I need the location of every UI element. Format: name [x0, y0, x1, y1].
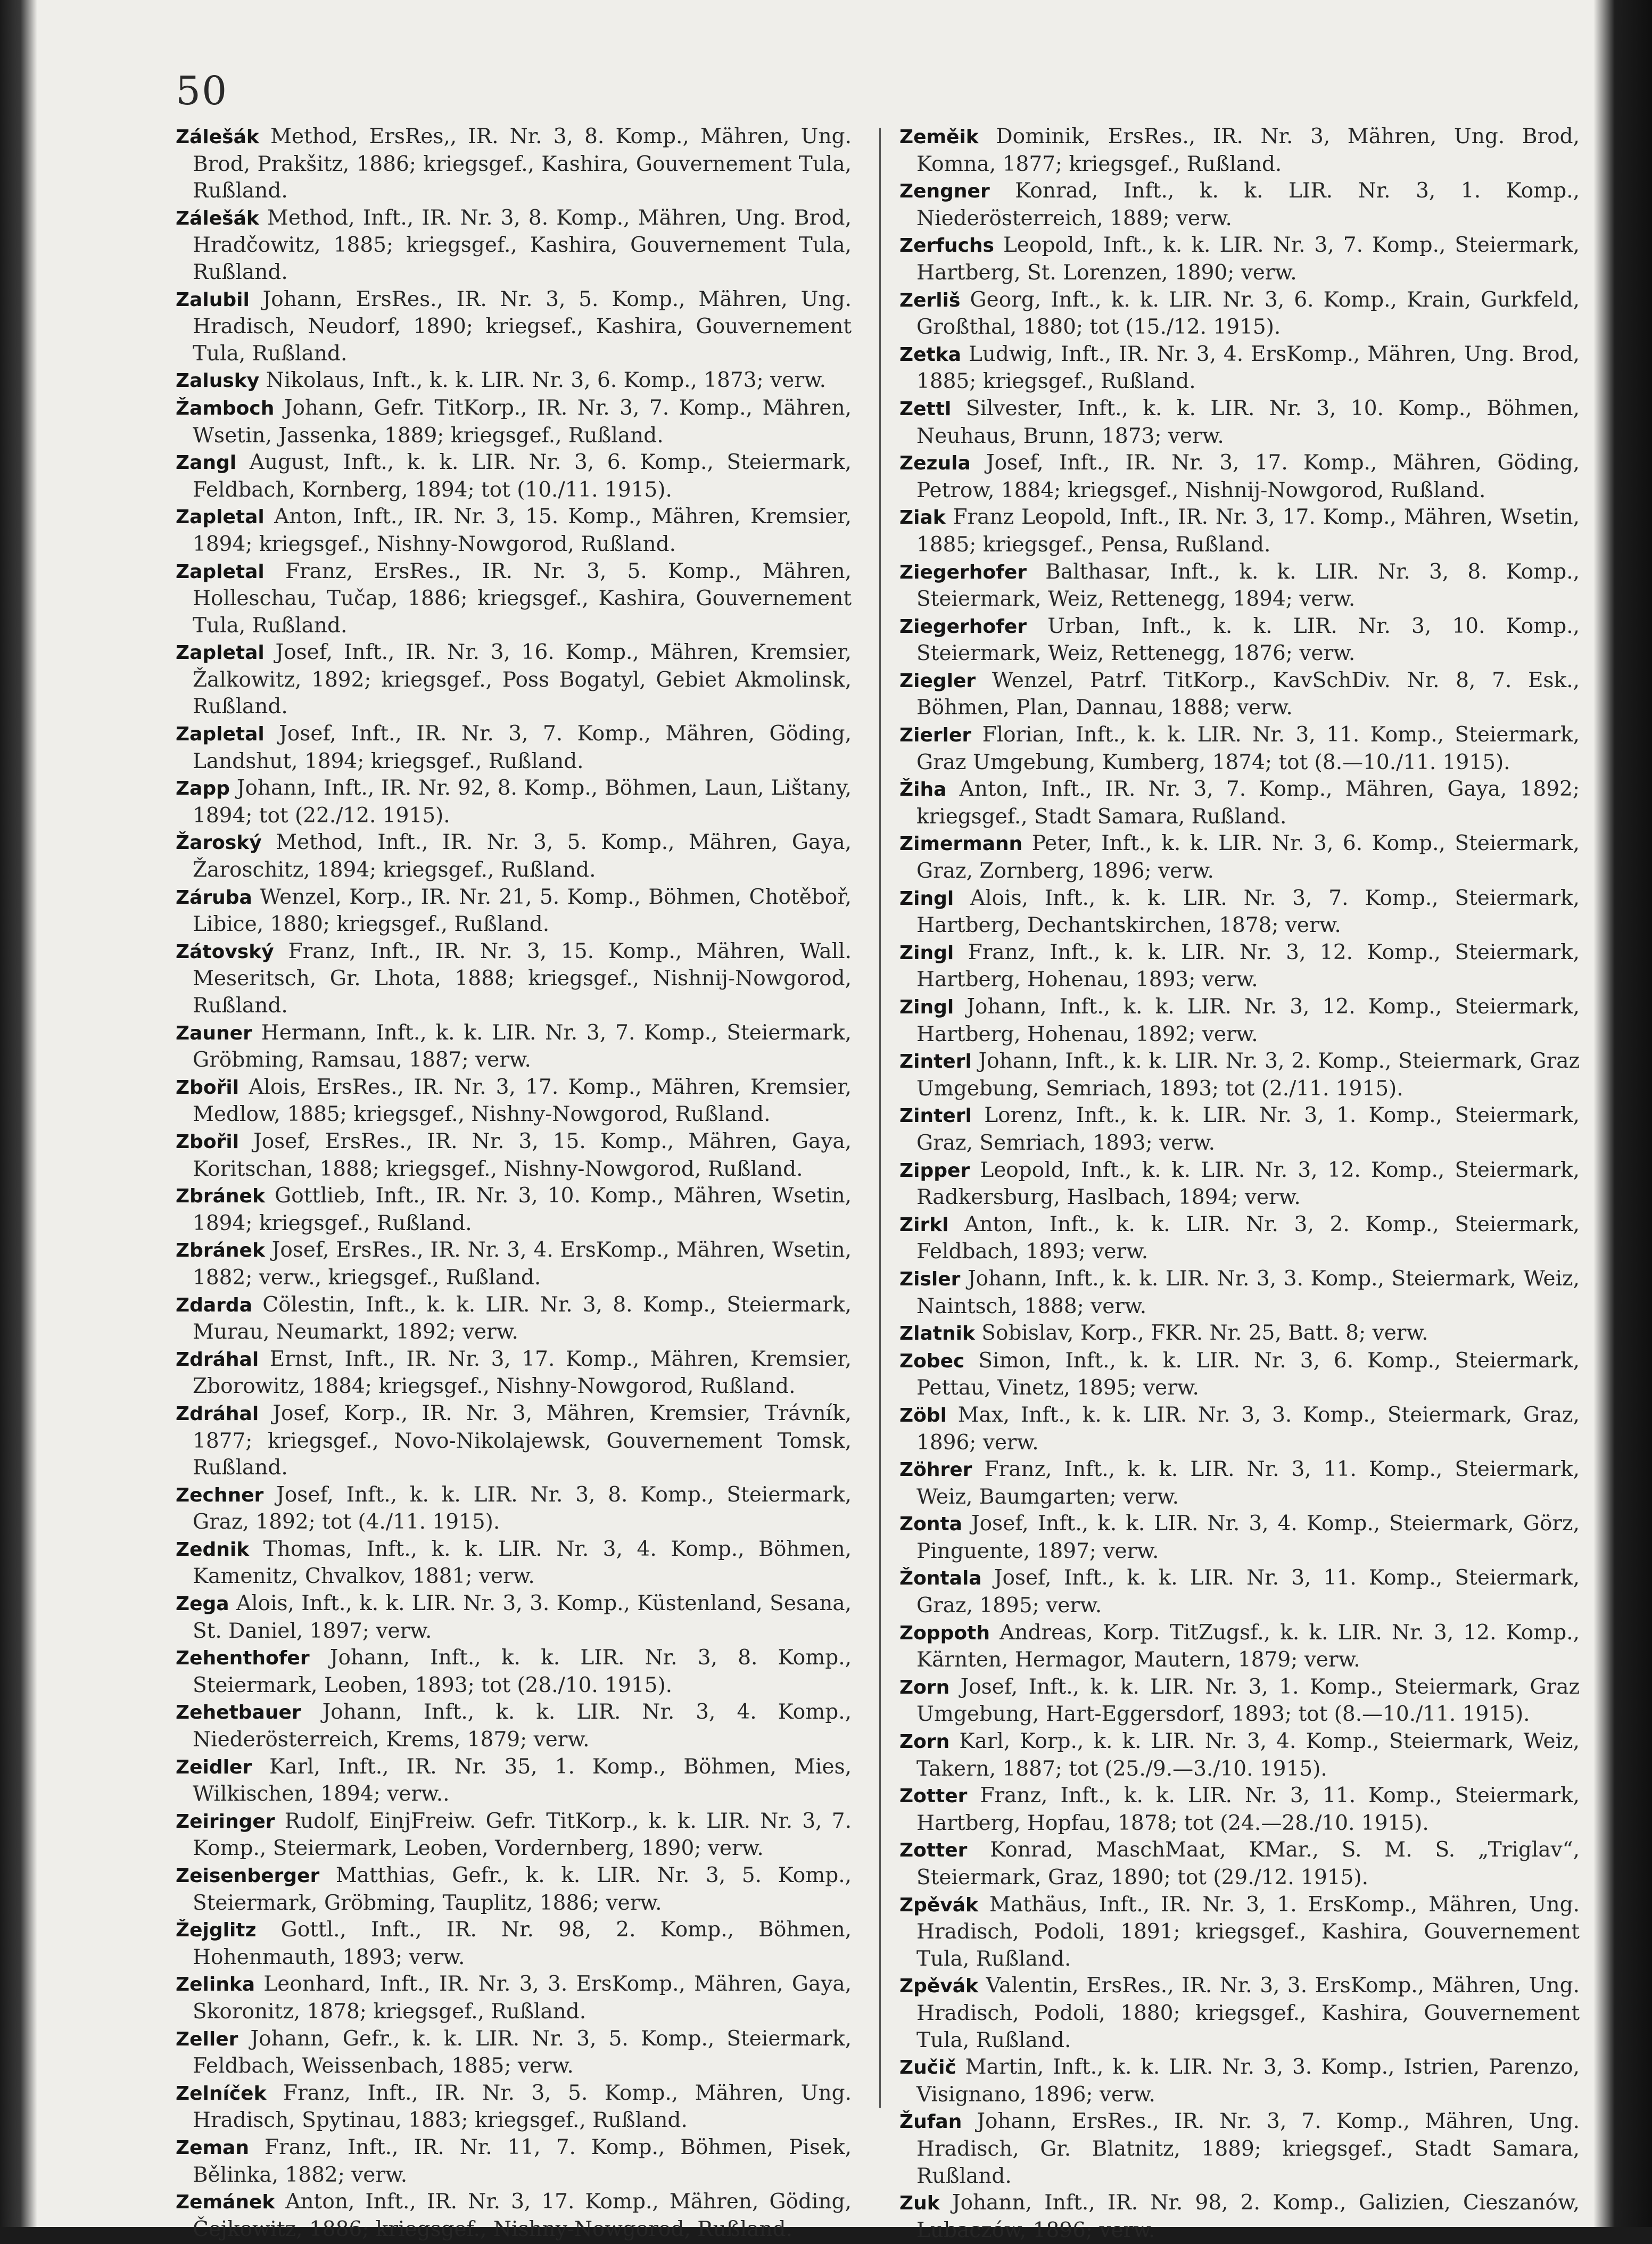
entry-surname: Zapletal [176, 506, 265, 529]
list-entry [176, 1020, 852, 1074]
entry-details: Josef, Korp., IR. Nr. 3, Mähren, Kremsier, Trávník, 1877; kriegsgef., Novo-Nikolajewsk, Gouvernement Tomsk, Rußland. [193, 1401, 852, 1480]
entry-surname: Žiha [899, 779, 947, 801]
entry-details: Anton, Inft., IR. Nr. 3, 17. Komp., Mähren, Göding, Čejkowitz, 1886; kriegsgef., Nishny-Nowgorod, Rußland. [193, 2190, 852, 2241]
entry-details: Georg, Inft., k. k. LIR. Nr. 3, 6. Komp., Krain, Gurkfeld, Großthal, 1880; tot (15./12. 1915). [916, 287, 1580, 340]
list-entry [899, 504, 1580, 558]
list-entry [899, 395, 1580, 450]
entry-details: Karl, Korp., k. k. LIR. Nr. 3, 4. Komp., Steiermark, Weiz, Takern, 1887; tot (25./9.—3./10. 1915). [916, 1729, 1580, 1781]
entry-details: Ludwig, Inft., IR. Nr. 3, 4. ErsKomp., Mähren, Ung. Brod, 1885; kriegsgef., Rußland. [916, 342, 1580, 394]
entry-surname: Zeisenberger [176, 1865, 320, 1887]
list-entry [899, 830, 1580, 885]
entry-details: Leopold, Inft., k. k. LIR. Nr. 3, 7. Komp., Steiermark, Hartberg, St. Lorenzen, 1890; verw. [916, 233, 1580, 285]
entry-surname: Zengner [899, 180, 990, 203]
entry-surname: Zdráhal [176, 1348, 259, 1371]
entry-surname: Žaroský [176, 832, 262, 854]
entry-surname: Žejglitz [176, 1919, 257, 1942]
entry-surname: Zonta [899, 1513, 962, 1536]
entry-surname: Žontala [899, 1568, 982, 1590]
entry-details: Mathäus, Inft., IR. Nr. 3, 1. ErsKomp., Mähren, Ung. Hradisch, Podoli, 1891; kriegsgef., Kashira, Gouvernement Tula, Rußland. [916, 1892, 1580, 1971]
entry-details: Valentin, ErsRes., IR. Nr. 3, 3. ErsKomp., Mähren, Ung. Hradisch, Podoli, 1880; kriegsgef., Kashira, Gouvernement Tula, Rußland. [916, 1974, 1580, 2052]
list-entry [899, 776, 1580, 830]
entry-surname: Zisler [899, 1268, 961, 1290]
entry-details: Johann, Inft., k. k. LIR. Nr. 3, 2. Komp., Steiermark, Graz Umgebung, Semriach, 1893; tot (2./11. 1915). [916, 1049, 1580, 1101]
entry-surname: Zapletal [176, 560, 265, 583]
entry-surname: Zangl [176, 452, 237, 474]
entry-details: Johann, Gefr., k. k. LIR. Nr. 3, 5. Komp., Steiermark, Feldbach, Weissenbach, 1885; verw. [193, 2026, 852, 2078]
list-entry [899, 341, 1580, 395]
entry-surname: Zinterl [899, 1051, 972, 1073]
list-entry [176, 1400, 852, 1482]
list-entry [176, 2134, 852, 2189]
list-entry [176, 1862, 852, 1917]
list-entry [899, 1511, 1580, 1565]
entry-details: Alois, Inft., k. k. LIR. Nr. 3, 3. Komp., Küstenland, Sesana, St. Daniel, 1897; verw. [193, 1591, 852, 1643]
entry-surname: Zerliš [899, 289, 961, 311]
entry-details: Josef, ErsRes., IR. Nr. 3, 15. Komp., Mähren, Gaya, Koritschan, 1888; kriegsgef., Nishny-Nowgorod, Rußland. [193, 1129, 852, 1181]
entry-details: Franz, Inft., IR. Nr. 3, 15. Komp., Mähren, Wall. Meseritsch, Gr. Lhota, 1888; kriegsgef., Nishnij-Nowgorod, Rußland. [193, 939, 852, 1018]
entry-surname: Zotter [899, 1785, 968, 1808]
list-entry [899, 885, 1580, 939]
column-divider [879, 128, 881, 2108]
list-entry [176, 1971, 852, 2025]
list-entry [176, 286, 852, 368]
entry-details: Lorenz, Inft., k. k. LIR. Nr. 3, 1. Komp., Steiermark, Graz, Semriach, 1893; verw. [916, 1103, 1580, 1155]
entry-surname: Zehetbauer [176, 1702, 301, 1724]
entry-surname: Zeiringer [176, 1810, 275, 1833]
entry-surname: Zorn [899, 1676, 950, 1698]
list-entry [176, 1536, 852, 1590]
list-entry [899, 232, 1580, 286]
entry-surname: Zipper [899, 1159, 970, 1182]
entry-details: Matthias, Gefr., k. k. LIR. Nr. 3, 5. Komp., Steiermark, Gröbming, Tauplitz, 1886; verw. [193, 1863, 852, 1915]
entry-details: Franz, Inft., IR. Nr. 3, 5. Komp., Mähren, Ung. Hradisch, Spytinau, 1883; kriegsgef., Rußland. [193, 2081, 852, 2133]
entry-details: Method, Inft., IR. Nr. 3, 5. Komp., Mähren, Gaya, Žaroschitz, 1894; kriegsgef., Rußland. [193, 830, 852, 882]
entry-details: Andreas, Korp. TitZugsf., k. k. LIR. Nr. 3, 12. Komp., Kärnten, Hermagor, Mautern, 1879; verw. [916, 1620, 1580, 1672]
entry-surname: Zeller [176, 2028, 238, 2050]
entry-details: Alois, ErsRes., IR. Nr. 3, 17. Komp., Mähren, Kremsier, Medlow, 1885; kriegsgef., Nishny-Nowgorod, Rußland. [193, 1075, 852, 1127]
list-entry [899, 1211, 1580, 1266]
entry-details: Max, Inft., k. k. LIR. Nr. 3, 3. Komp., Steiermark, Graz, 1896; verw. [916, 1402, 1580, 1455]
list-entry [899, 2190, 1580, 2244]
list-entry [176, 1590, 852, 1645]
entry-surname: Zöbl [899, 1404, 947, 1426]
entry-surname: Zechner [176, 1484, 264, 1506]
entry-surname: Ziak [899, 507, 946, 529]
list-entry [899, 994, 1580, 1048]
entry-details: Johann, ErsRes., IR. Nr. 3, 7. Komp., Mähren, Ung. Hradisch, Gr. Blatnitz, 1889; kriegsgef., Stadt Samara, Rußland. [916, 2109, 1580, 2188]
entry-surname: Zapletal [176, 723, 265, 746]
list-entry [899, 1456, 1580, 1511]
list-entry [176, 1128, 852, 1183]
list-entry [899, 1348, 1580, 1402]
left-column [176, 123, 852, 2241]
list-entry [176, 1754, 852, 1808]
entry-surname: Zapp [176, 778, 230, 800]
entry-surname: Zalubil [176, 288, 250, 311]
entry-surname: Zdráhal [176, 1402, 259, 1425]
entry-surname: Zuk [899, 2192, 940, 2215]
entry-surname: Zobec [899, 1350, 965, 1372]
entry-surname: Žufan [899, 2111, 962, 2133]
entry-details: Johann, Inft., k. k. LIR. Nr. 3, 8. Komp., Steiermark, Leoben, 1893; tot (28./10. 1915). [193, 1646, 852, 1697]
entry-details: Martin, Inft., k. k. LIR. Nr. 3, 3. Komp., Istrien, Parenzo, Visignano, 1896; verw. [916, 2055, 1580, 2107]
entry-surname: Zelinka [176, 1974, 255, 1996]
entry-surname: Zelníček [176, 2082, 267, 2105]
list-entry [176, 1183, 852, 1237]
list-entry [899, 667, 1580, 722]
entry-surname: Zátovský [176, 940, 274, 963]
entry-details: Ernst, Inft., IR. Nr. 3, 17. Komp., Mähren, Kremsier, Zborowitz, 1884; kriegsgef., Nishny-Nowgorod, Rußland. [193, 1347, 852, 1399]
entry-surname: Zpěvák [899, 1975, 978, 1998]
list-entry [899, 123, 1580, 178]
entry-surname: Zučič [899, 2057, 956, 2079]
list-entry [176, 1808, 852, 1862]
entry-surname: Ziegler [899, 670, 976, 692]
entry-surname: Záruba [176, 886, 252, 909]
entry-surname: Zeměik [899, 126, 979, 148]
list-entry [176, 1074, 852, 1128]
list-entry [176, 775, 852, 829]
entry-details: Florian, Inft., k. k. LIR. Nr. 3, 11. Komp., Steiermark, Graz Umgebung, Kumberg, 1874; tot (8.—10./11. 1915). [916, 723, 1580, 774]
list-entry [176, 395, 852, 449]
entry-surname: Zierler [899, 724, 972, 747]
entry-details: Johann, Inft., k. k. LIR. Nr. 3, 12. Komp., Steiermark, Hartberg, Hohenau, 1892; verw. [916, 995, 1580, 1046]
entry-surname: Zeman [176, 2136, 249, 2159]
entry-details: Konrad, MaschMaat, KMar., S. M. S. „Triglav“, Steiermark, Graz, 1890; tot (29./12. 1915). [916, 1838, 1580, 1890]
list-entry [176, 829, 852, 884]
list-entry [899, 939, 1580, 994]
entry-surname: Zálešák [176, 126, 259, 148]
list-entry [899, 1048, 1580, 1102]
list-entry [176, 1237, 852, 1291]
entry-surname: Zorn [899, 1731, 950, 1753]
list-entry [899, 1320, 1580, 1348]
entry-surname: Zingl [899, 942, 954, 964]
entry-details: Alois, Inft., k. k. LIR. Nr. 3, 7. Komp., Steiermark, Hartberg, Dechantskirchen, 1878; verw. [916, 886, 1580, 938]
entry-details: Josef, Inft., k. k. LIR. Nr. 3, 8. Komp., Steiermark, Graz, 1892; tot (4./11. 1915). [193, 1482, 852, 1534]
entry-details: Johann, Inft., k. k. LIR. Nr. 3, 3. Komp., Steiermark, Weiz, Naintsch, 1888; verw. [916, 1266, 1580, 1318]
list-entry [899, 722, 1580, 776]
entry-details: Franz Leopold, Inft., IR. Nr. 3, 17. Komp., Mähren, Wsetin, 1885; kriegsgef., Pensa, Rußland. [916, 505, 1580, 557]
entry-details: Johann, Inft., IR. Nr. 98, 2. Komp., Galizien, Cieszanów, Lubaczów, 1896; verw. [916, 2191, 1580, 2242]
entry-surname: Zalusky [176, 370, 260, 392]
entry-details: Josef, Inft., IR. Nr. 3, 16. Komp., Mähren, Kremsier, Žalkowitz, 1892; kriegsgef., Poss Bogatyl, Gebiet Akmolinsk, Rußland. [193, 640, 852, 719]
entry-details: Franz, Inft., k. k. LIR. Nr. 3, 11. Komp., Steiermark, Weiz, Baumgarten; verw. [916, 1457, 1580, 1509]
list-entry [176, 367, 852, 395]
entry-details: Anton, Inft., IR. Nr. 3, 7. Komp., Mähren, Gaya, 1892; kriegsgef., Stadt Samara, Rußland. [916, 777, 1580, 829]
entry-details: Cölestin, Inft., k. k. LIR. Nr. 3, 8. Komp., Steiermark, Murau, Neumarkt, 1892; verw. [193, 1292, 852, 1344]
list-entry [176, 449, 852, 504]
list-entry [899, 1892, 1580, 1973]
list-entry [176, 1645, 852, 1699]
list-entry [176, 558, 852, 640]
entry-surname: Zimermann [899, 833, 1023, 855]
entry-details: Franz, Inft., IR. Nr. 11, 7. Komp., Böhmen, Pisek, Bělinka, 1882; verw. [193, 2135, 852, 2187]
entry-details: Anton, Inft., k. k. LIR. Nr. 3, 2. Komp., Steiermark, Feldbach, 1893; verw. [916, 1212, 1580, 1264]
list-entry [176, 639, 852, 721]
entry-details: Gottlieb, Inft., IR. Nr. 3, 10. Komp., Mähren, Wsetin, 1894; kriegsgef., Rußland. [193, 1184, 852, 1235]
entry-surname: Zezula [899, 452, 971, 475]
list-entry [176, 938, 852, 1020]
entry-details: Hermann, Inft., k. k. LIR. Nr. 3, 7. Komp., Steiermark, Gröbming, Ramsau, 1887; verw. [193, 1020, 852, 1072]
entry-details: Sobislav, Korp., FKR. Nr. 25, Batt. 8; verw. [981, 1321, 1428, 1346]
entry-surname: Zettl [899, 398, 952, 420]
list-entry [176, 1346, 852, 1400]
entry-details: Thomas, Inft., k. k. LIR. Nr. 3, 4. Komp., Böhmen, Kamenitz, Chvalkov, 1881; verw. [193, 1537, 852, 1589]
entry-surname: Zpěvák [899, 1894, 978, 1916]
right-column [899, 123, 1580, 2242]
list-entry [176, 1917, 852, 1971]
list-entry [176, 504, 852, 558]
entry-details: Silvester, Inft., k. k. LIR. Nr. 3, 10. Komp., Böhmen, Neuhaus, Brunn, 1873; verw. [916, 396, 1580, 448]
list-entry [176, 2080, 852, 2134]
entry-details: Rudolf, EinjFreiw. Gefr. TitKorp., k. k. LIR. Nr. 3, 7. Komp., Steiermark, Leoben, Vordernberg, 1890; verw. [193, 1809, 852, 1861]
list-entry [899, 1674, 1580, 1728]
entry-details: Wenzel, Korp., IR. Nr. 21, 5. Komp., Böhmen, Chotěboř, Libice, 1880; kriegsgef., Rußland. [193, 885, 852, 937]
list-entry [176, 2189, 852, 2243]
entry-surname: Zednik [176, 1538, 250, 1561]
entry-surname: Zlatnik [899, 1323, 975, 1345]
entry-surname: Zapletal [176, 642, 265, 664]
entry-surname: Zotter [899, 1839, 968, 1862]
entry-details: Johann, ErsRes., IR. Nr. 3, 5. Komp., Mähren, Ung. Hradisch, Neudorf, 1890; kriegsef., Kashira, Gouvernement Tula, Rußland. [193, 287, 852, 366]
list-entry [899, 1728, 1580, 1783]
list-entry [899, 1402, 1580, 1456]
entry-surname: Zemánek [176, 2191, 275, 2214]
list-entry [899, 1973, 1580, 2054]
entry-surname: Zeidler [176, 1756, 252, 1778]
entry-surname: Zöhrer [899, 1459, 972, 1481]
entry-surname: Zdarda [176, 1294, 252, 1316]
entry-surname: Zbořil [176, 1131, 239, 1153]
entry-details: Nikolaus, Inft., k. k. LIR. Nr. 3, 6. Komp., 1873; verw. [266, 368, 826, 393]
list-entry [176, 2026, 852, 2080]
entry-surname: Zoppoth [899, 1622, 990, 1644]
entry-details: Method, ErsRes,, IR. Nr. 3, 8. Komp., Mähren, Ung. Brod, Prakšitz, 1886; kriegsgef., Kashira, Gouvernement Tula, Rußland. [193, 125, 852, 203]
entry-surname: Zálešák [176, 207, 259, 229]
entry-details: Method, Inft., IR. Nr. 3, 8. Komp., Mähren, Ung. Brod, Hradčowitz, 1885; kriegsgef., Kashira, Gouvernement Tula, Rußland. [193, 205, 852, 284]
list-entry [899, 178, 1580, 232]
entry-surname: Zbránek [176, 1185, 265, 1208]
entry-surname: Zingl [899, 996, 954, 1018]
entry-details: Urban, Inft., k. k. LIR. Nr. 3, 10. Komp., Steiermark, Weiz, Rettenegg, 1876; verw. [916, 614, 1580, 666]
entry-surname: Zerfuchs [899, 235, 994, 257]
entry-surname: Zega [176, 1593, 229, 1615]
entry-details: Anton, Inft., IR. Nr. 3, 15. Komp., Mähren, Kremsier, 1894; kriegsgef., Nishny-Nowgorod, Rußland. [193, 505, 852, 556]
list-entry [899, 2054, 1580, 2108]
entry-details: Simon, Inft., k. k. LIR. Nr. 3, 6. Komp., Steiermark, Pettau, Vinetz, 1895; verw. [916, 1348, 1580, 1400]
list-entry [899, 1783, 1580, 1837]
entry-surname: Zauner [176, 1022, 252, 1044]
list-entry [176, 1292, 852, 1346]
entry-details: Josef, Inft., k. k. LIR. Nr. 3, 4. Komp., Steiermark, Görz, Pinguente, 1897; verw. [916, 1512, 1580, 1563]
entry-details: Konrad, Inft., k. k. LIR. Nr. 3, 1. Komp., Niederösterreich, 1889; verw. [916, 179, 1580, 230]
entry-surname: Zehenthofer [176, 1647, 310, 1670]
entry-details: Franz, ErsRes., IR. Nr. 3, 5. Komp., Mähren, Holleschau, Tučap, 1886; kriegsgef., Kashira, Gouvernement Tula, Rußland. [193, 559, 852, 638]
entry-details: Johann, Inft., k. k. LIR. Nr. 3, 4. Komp., Niederösterreich, Krems, 1879; verw. [193, 1700, 852, 1752]
entry-details: Leopold, Inft., k. k. LIR. Nr. 3, 12. Komp., Steiermark, Radkersburg, Haslbach, 1894; verw. [916, 1158, 1580, 1210]
entry-details: Dominik, ErsRes., IR. Nr. 3, Mähren, Ung. Brod, Komna, 1877; kriegsgef., Rußland. [916, 125, 1580, 176]
entry-details: Josef, Inft., IR. Nr. 3, 7. Komp., Mähren, Göding, Landshut, 1894; kriegsgef., Rußland. [193, 722, 852, 773]
entry-details: Wenzel, Patrf. TitKorp., KavSchDiv. Nr. 8, 7. Esk., Böhmen, Plan, Dannau, 1888; verw. [916, 668, 1580, 720]
list-entry [899, 559, 1580, 613]
list-entry [176, 205, 852, 286]
list-entry [899, 450, 1580, 504]
entry-details: Karl, Inft., IR. Nr. 35, 1. Komp., Böhmen, Mies, Wilkischen, 1894; verw.. [193, 1754, 852, 1806]
list-entry [176, 1699, 852, 1753]
left-page-shadow [0, 0, 37, 2227]
entry-details: Josef, Inft., IR. Nr. 3, 17. Komp., Mähren, Göding, Petrow, 1884; kriegsgef., Nishnij-Nowgorod, Rußland. [916, 451, 1580, 502]
list-entry [899, 1102, 1580, 1157]
list-entry [899, 2108, 1580, 2190]
list-entry [899, 1157, 1580, 1211]
list-entry [176, 884, 852, 938]
entry-details: Gottl., Inft., IR. Nr. 98, 2. Komp., Böhmen, Hohenmauth, 1893; verw. [193, 1918, 852, 1969]
entry-surname: Ziegerhofer [899, 615, 1027, 638]
list-entry [899, 1620, 1580, 1674]
entry-details: Leonhard, Inft., IR. Nr. 3, 3. ErsKomp., Mähren, Gaya, Skoronitz, 1878; kriegsgef., Rußland. [193, 1972, 852, 2024]
entry-details: Josef, Inft., k. k. LIR. Nr. 3, 11. Komp., Steiermark, Graz, 1895; verw. [916, 1566, 1580, 1618]
entry-details: Balthasar, Inft., k. k. LIR. Nr. 3, 8. Komp., Steiermark, Weiz, Rettenegg, 1894; verw. [916, 559, 1580, 612]
page-number: 50 [176, 68, 228, 114]
list-entry [176, 123, 852, 205]
entry-details: Franz, Inft., k. k. LIR. Nr. 3, 11. Komp., Steiermark, Hartberg, Hopfau, 1878; tot (24.—28./10. 1915). [916, 1784, 1580, 1835]
entry-details: Johann, Inft., IR. Nr. 92, 8. Komp., Böhmen, Laun, Lištany, 1894; tot (22./12. 1915). [193, 776, 852, 828]
list-entry [176, 721, 852, 775]
entry-surname: Zirkl [899, 1214, 949, 1236]
entry-surname: Žamboch [176, 397, 275, 419]
entry-surname: Zetka [899, 343, 961, 366]
list-entry [899, 1837, 1580, 1891]
list-entry [899, 613, 1580, 667]
entry-surname: Zingl [899, 887, 954, 910]
entry-surname: Zbořil [176, 1076, 239, 1099]
entry-details: Josef, Inft., k. k. LIR. Nr. 3, 1. Komp., Steiermark, Graz Umgebung, Hart-Eggersdorf, 1893; tot (8.—10./11. 1915). [916, 1674, 1580, 1727]
list-entry [899, 1565, 1580, 1619]
entry-surname: Zinterl [899, 1105, 972, 1127]
list-entry [176, 1482, 852, 1536]
list-entry [899, 1266, 1580, 1320]
entry-surname: Ziegerhofer [899, 561, 1027, 583]
entry-details: August, Inft., k. k. LIR. Nr. 3, 6. Komp., Steiermark, Feldbach, Kornberg, 1894; tot (10./11. 1915). [193, 450, 852, 502]
right-page-shadow [1593, 0, 1652, 2227]
entry-details: Josef, ErsRes., IR. Nr. 3, 4. ErsKomp., Mähren, Wsetin, 1882; verw., kriegsgef., Rußland. [193, 1238, 852, 1290]
entry-surname: Zbránek [176, 1240, 265, 1262]
entry-details: Franz, Inft., k. k. LIR. Nr. 3, 12. Komp., Steiermark, Hartberg, Hohenau, 1893; verw. [916, 940, 1580, 992]
entry-details: Peter, Inft., k. k. LIR. Nr. 3, 6. Komp., Steiermark, Graz, Zornberg, 1896; verw. [916, 831, 1580, 884]
list-entry [899, 287, 1580, 341]
entry-details: Johann, Gefr. TitKorp., IR. Nr. 3, 7. Komp., Mähren, Wsetin, Jassenka, 1889; kriegsgef., Rußland. [193, 395, 852, 448]
